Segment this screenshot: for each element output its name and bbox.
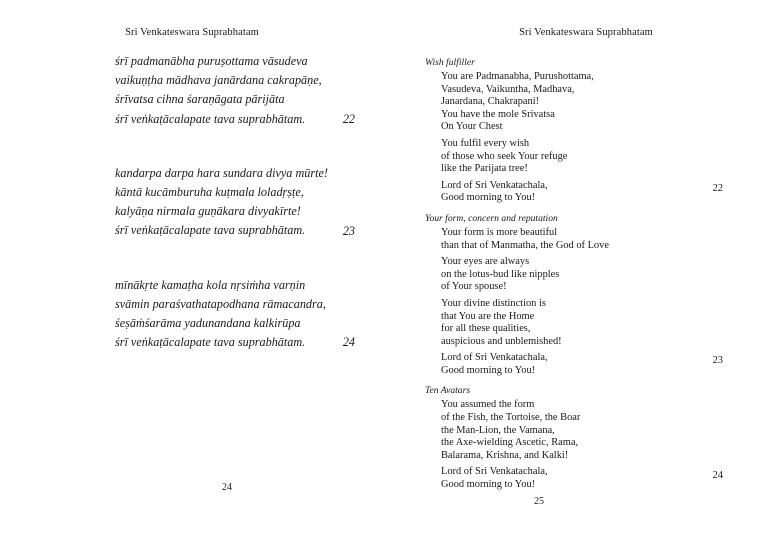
verse-23 xyxy=(115,164,355,241)
text-line: Your divine distinction is xyxy=(441,297,546,309)
verse-line: śrī padmanābha puruṣottama vāsudeva xyxy=(115,54,308,68)
stanza xyxy=(425,256,723,294)
text-line: Vasudeva, Vaikuntha, Madhava, xyxy=(441,83,575,95)
sanskrit-verses xyxy=(115,52,355,387)
text-line: Lord of Sri Venkatachala, xyxy=(441,179,548,191)
running-head: Sri Venkateswara Suprabhatam xyxy=(519,27,653,38)
verse-line: kalyāṇa nirmala guṇākara divyakīrte! xyxy=(115,204,301,219)
text-line: of the Fish, the Tortoise, the Boar xyxy=(441,412,581,424)
text-line: of those who seek Your refuge xyxy=(441,150,568,162)
text-line: that You are the Home xyxy=(441,310,535,322)
text-line: You fulfil every wish xyxy=(441,137,530,149)
section-title: Your form, concern and reputation xyxy=(425,212,558,224)
verse-line: śrīvatsa cihna śaraṇāgata pārijāta xyxy=(115,92,285,107)
stanza xyxy=(425,180,723,205)
verse-line: svāmin paraśvathatapodhana rāmacandra, xyxy=(115,296,326,311)
text-line: the Axe-wielding Ascetic, Rama, xyxy=(441,437,579,449)
text-line: Lord of Sri Venkatachala, xyxy=(441,466,548,478)
verse-number: 22 xyxy=(342,111,355,126)
section-title: Ten Avatars xyxy=(425,385,471,397)
verse-line: śrī veṅkaṭācalapate tava suprabhātam. xyxy=(115,223,306,238)
text-line: for all these qualities, xyxy=(441,323,531,335)
verse-line: śeṣāṁśarāma yadunandana kalkirūpa xyxy=(115,316,301,331)
page-number: 24 xyxy=(222,482,232,493)
verse-line: mīnākṛte kamaṭha kola nṛsiṁha varṇin xyxy=(115,277,306,292)
text-line: You have the mole Srivatsa xyxy=(441,108,555,120)
verse-line: śrī veṅkaṭācalapate tava suprabhātam. xyxy=(115,111,306,126)
english-translations xyxy=(425,56,723,499)
text-line: on the lotus-bud like nipples xyxy=(441,268,560,280)
right-page xyxy=(384,0,768,541)
text-line: than that of Manmatha, the God of Love xyxy=(441,239,609,251)
text-line: You are Padmanabha, Purushottama, xyxy=(441,71,594,82)
text-line: On Your Chest xyxy=(441,121,503,133)
verse-line: kandarpa darpa hara sundara divya mūrte! xyxy=(115,165,328,180)
page-number: 25 xyxy=(534,496,544,507)
section-form-concern-reputation xyxy=(425,212,723,378)
text-line: Good morning to You! xyxy=(441,479,536,491)
stanza xyxy=(425,227,723,252)
text-line: the Man-Lion, the Vamana, xyxy=(441,424,555,436)
running-head: Sri Venkateswara Suprabhatam xyxy=(125,27,259,38)
stanza xyxy=(425,138,723,176)
section-title: Wish fulfiller xyxy=(425,57,475,68)
verse-number: 23 xyxy=(342,223,355,238)
text-line: Lord of Sri Venkatachala, xyxy=(441,352,548,364)
text-line: Your form is more beautiful xyxy=(441,226,558,238)
text-line: of Your spouse! xyxy=(441,281,507,293)
text-line: Balarama, Krishna, and Kalki! xyxy=(441,449,569,461)
verse-22 xyxy=(115,52,355,129)
text-line: auspicious and unblemished! xyxy=(441,335,562,347)
verse-line: śrī veṅkaṭācalapate tava suprabhātam. xyxy=(115,335,306,350)
text-line: Janardana, Chakrapani! xyxy=(441,96,540,108)
stanza xyxy=(425,399,723,462)
text-line: like the Parijata tree! xyxy=(441,163,528,175)
stanza xyxy=(425,466,723,491)
text-line: Your eyes are always xyxy=(441,256,530,268)
section-wish-fulfiller xyxy=(425,56,723,205)
verse-line: vaikuṇṭha mādhava janārdana cakrapāṇe, xyxy=(115,73,322,88)
section-ten-avatars xyxy=(425,384,723,491)
verse-number: 23 xyxy=(712,355,723,367)
verse-number: 24 xyxy=(712,469,723,481)
stanza xyxy=(425,71,723,134)
stanza xyxy=(425,298,723,348)
verse-number: 22 xyxy=(712,182,723,194)
text-line: Good morning to You! xyxy=(441,192,536,204)
text-line: Good morning to You! xyxy=(441,364,536,376)
verse-number: 24 xyxy=(342,335,355,350)
text-line: You assumed the form xyxy=(441,399,535,411)
verse-line: kāntā kucāmburuha kuṭmala loladṛṣṭe, xyxy=(115,185,304,200)
stanza xyxy=(425,352,723,377)
verse-24 xyxy=(115,276,355,353)
